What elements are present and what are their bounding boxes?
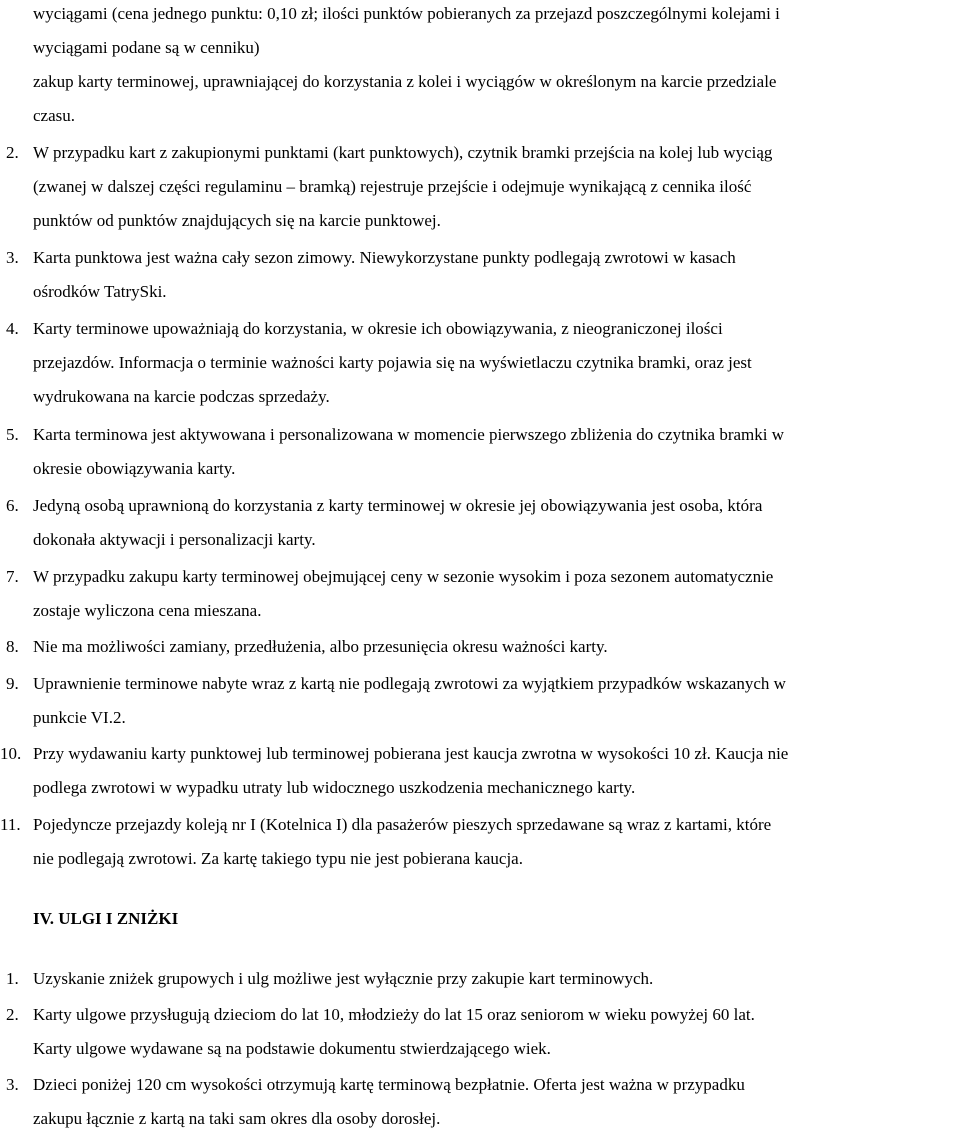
ulgi-item-1 [6,962,958,996]
text-line: Karty terminowe upoważniają do korzystania, w okresie ich obowiązywania, z nieograniczonej ilości [33,319,723,338]
text-line: punkcie VI.2. [33,708,126,727]
text-line: Uprawnienie terminowe nabyte wraz z kartą nie podlegają zwrotowi za wyjątkiem przypadków wskazanych w [33,674,786,693]
list-item-4 [6,312,958,414]
list-item-3 [6,241,958,309]
text-line: zakup karty terminowej, uprawniającej do korzystania z kolei i wyciągów w określonym na karcie przedziale [33,72,777,91]
text-line: okresie obowiązywania karty. [33,459,236,478]
list-number: 7. [6,567,19,586]
list-item-9 [6,667,958,735]
list-number: 4. [6,319,19,338]
list-number: 1. [6,969,19,988]
item-1-continuation [33,0,958,133]
text-line: wydrukowana na karcie podczas sprzedaży. [33,387,330,406]
text-line: czasu. [33,106,76,125]
text-line: Karty ulgowe wydawane są na podstawie dokumentu stwierdzającego wiek. [33,1039,551,1058]
text-line: ośrodków TatrySki. [33,282,167,301]
list-number: 11. [0,815,21,834]
list-item-2 [6,136,958,238]
list-number: 2. [6,1005,19,1024]
list-item-8 [6,630,958,664]
text-line: Dzieci poniżej 120 cm wysokości otrzymują kartę terminową bezpłatnie. Oferta jest ważna w przypadku [33,1075,745,1094]
list-number: 6. [6,496,19,515]
text-line: wyciągami (cena jednego punktu: 0,10 zł; ilości punktów pobieranych za przejazd poszczególnymi kolejami i [33,4,780,23]
list-number: 10. [0,744,22,763]
text-line: Przy wydawaniu karty punktowej lub terminowej pobierana jest kaucja zwrotna w wysokości 10 zł. Kaucja nie [33,744,789,763]
list-item-10 [0,737,958,805]
list-number: 9. [6,674,19,693]
list-item-7 [6,560,958,628]
list-number: 2. [6,143,19,162]
text-line: Karta punktowa jest ważna cały sezon zimowy. Niewykorzystane punkty podlegają zwrotowi w kasach [33,248,736,267]
section-heading: IV. ULGI I ZNIŻKI [33,909,179,928]
text-line: Jedyną osobą uprawnioną do korzystania z karty terminowej w okresie jej obowiązywania jest osoba, która [33,496,763,515]
text-line: nie podlegają zwrotowi. Za kartę takiego typu nie jest pobierana kaucja. [33,849,523,868]
list-item-5 [6,418,958,486]
text-line: punktów od punktów znajdujących się na karcie punktowej. [33,211,441,230]
text-line: podlega zwrotowi w wypadku utraty lub widocznego uszkodzenia mechanicznego karty. [33,778,636,797]
text-line: Uzyskanie zniżek grupowych i ulg możliwe jest wyłącznie przy zakupie kart terminowych. [33,969,654,988]
list-number: 8. [6,637,19,656]
list-number: 3. [6,248,19,267]
text-line: W przypadku kart z zakupionymi punktami (kart punktowych), czytnik bramki przejścia na kolej lub wyciąg [33,143,773,162]
text-line: Pojedyncze przejazdy koleją nr I (Kotelnica I) dla pasażerów pieszych sprzedawane są wraz z kartami, które [33,815,772,834]
text-line: Karta terminowa jest aktywowana i personalizowana w momencie pierwszego zbliżenia do czytnika bramki w [33,425,785,444]
text-line: wyciągami podane są w cenniku) [33,38,260,57]
text-line: zakupu łącznie z kartą na taki sam okres dla osoby dorosłej. [33,1109,441,1128]
ulgi-item-3 [6,1068,958,1136]
list-number: 3. [6,1075,19,1094]
text-line: dokonała aktywacji i personalizacji karty. [33,530,316,549]
text-line: (zwanej w dalszej części regulaminu – bramką) rejestruje przejście i odejmuje wynikającą z cennika ilość [33,177,752,196]
text-line: Nie ma możliwości zamiany, przedłużenia, albo przesunięcia okresu ważności karty. [33,637,608,656]
ulgi-item-2 [6,998,958,1066]
list-item-11 [0,808,958,876]
text-line: W przypadku zakupu karty terminowej obejmującej ceny w sezonie wysokim i poza sezonem automatycznie [33,567,774,586]
list-item-6 [6,489,958,557]
text-line: przejazdów. Informacja o terminie ważności karty pojawia się na wyświetlaczu czytnika bramki, oraz jest [33,353,752,372]
text-line: Karty ulgowe przysługują dzieciom do lat 10, młodzieży do lat 15 oraz seniorom w wieku powyżej 60 lat. [33,1005,755,1024]
list-number: 5. [6,425,19,444]
text-line: zostaje wyliczona cena mieszana. [33,601,262,620]
